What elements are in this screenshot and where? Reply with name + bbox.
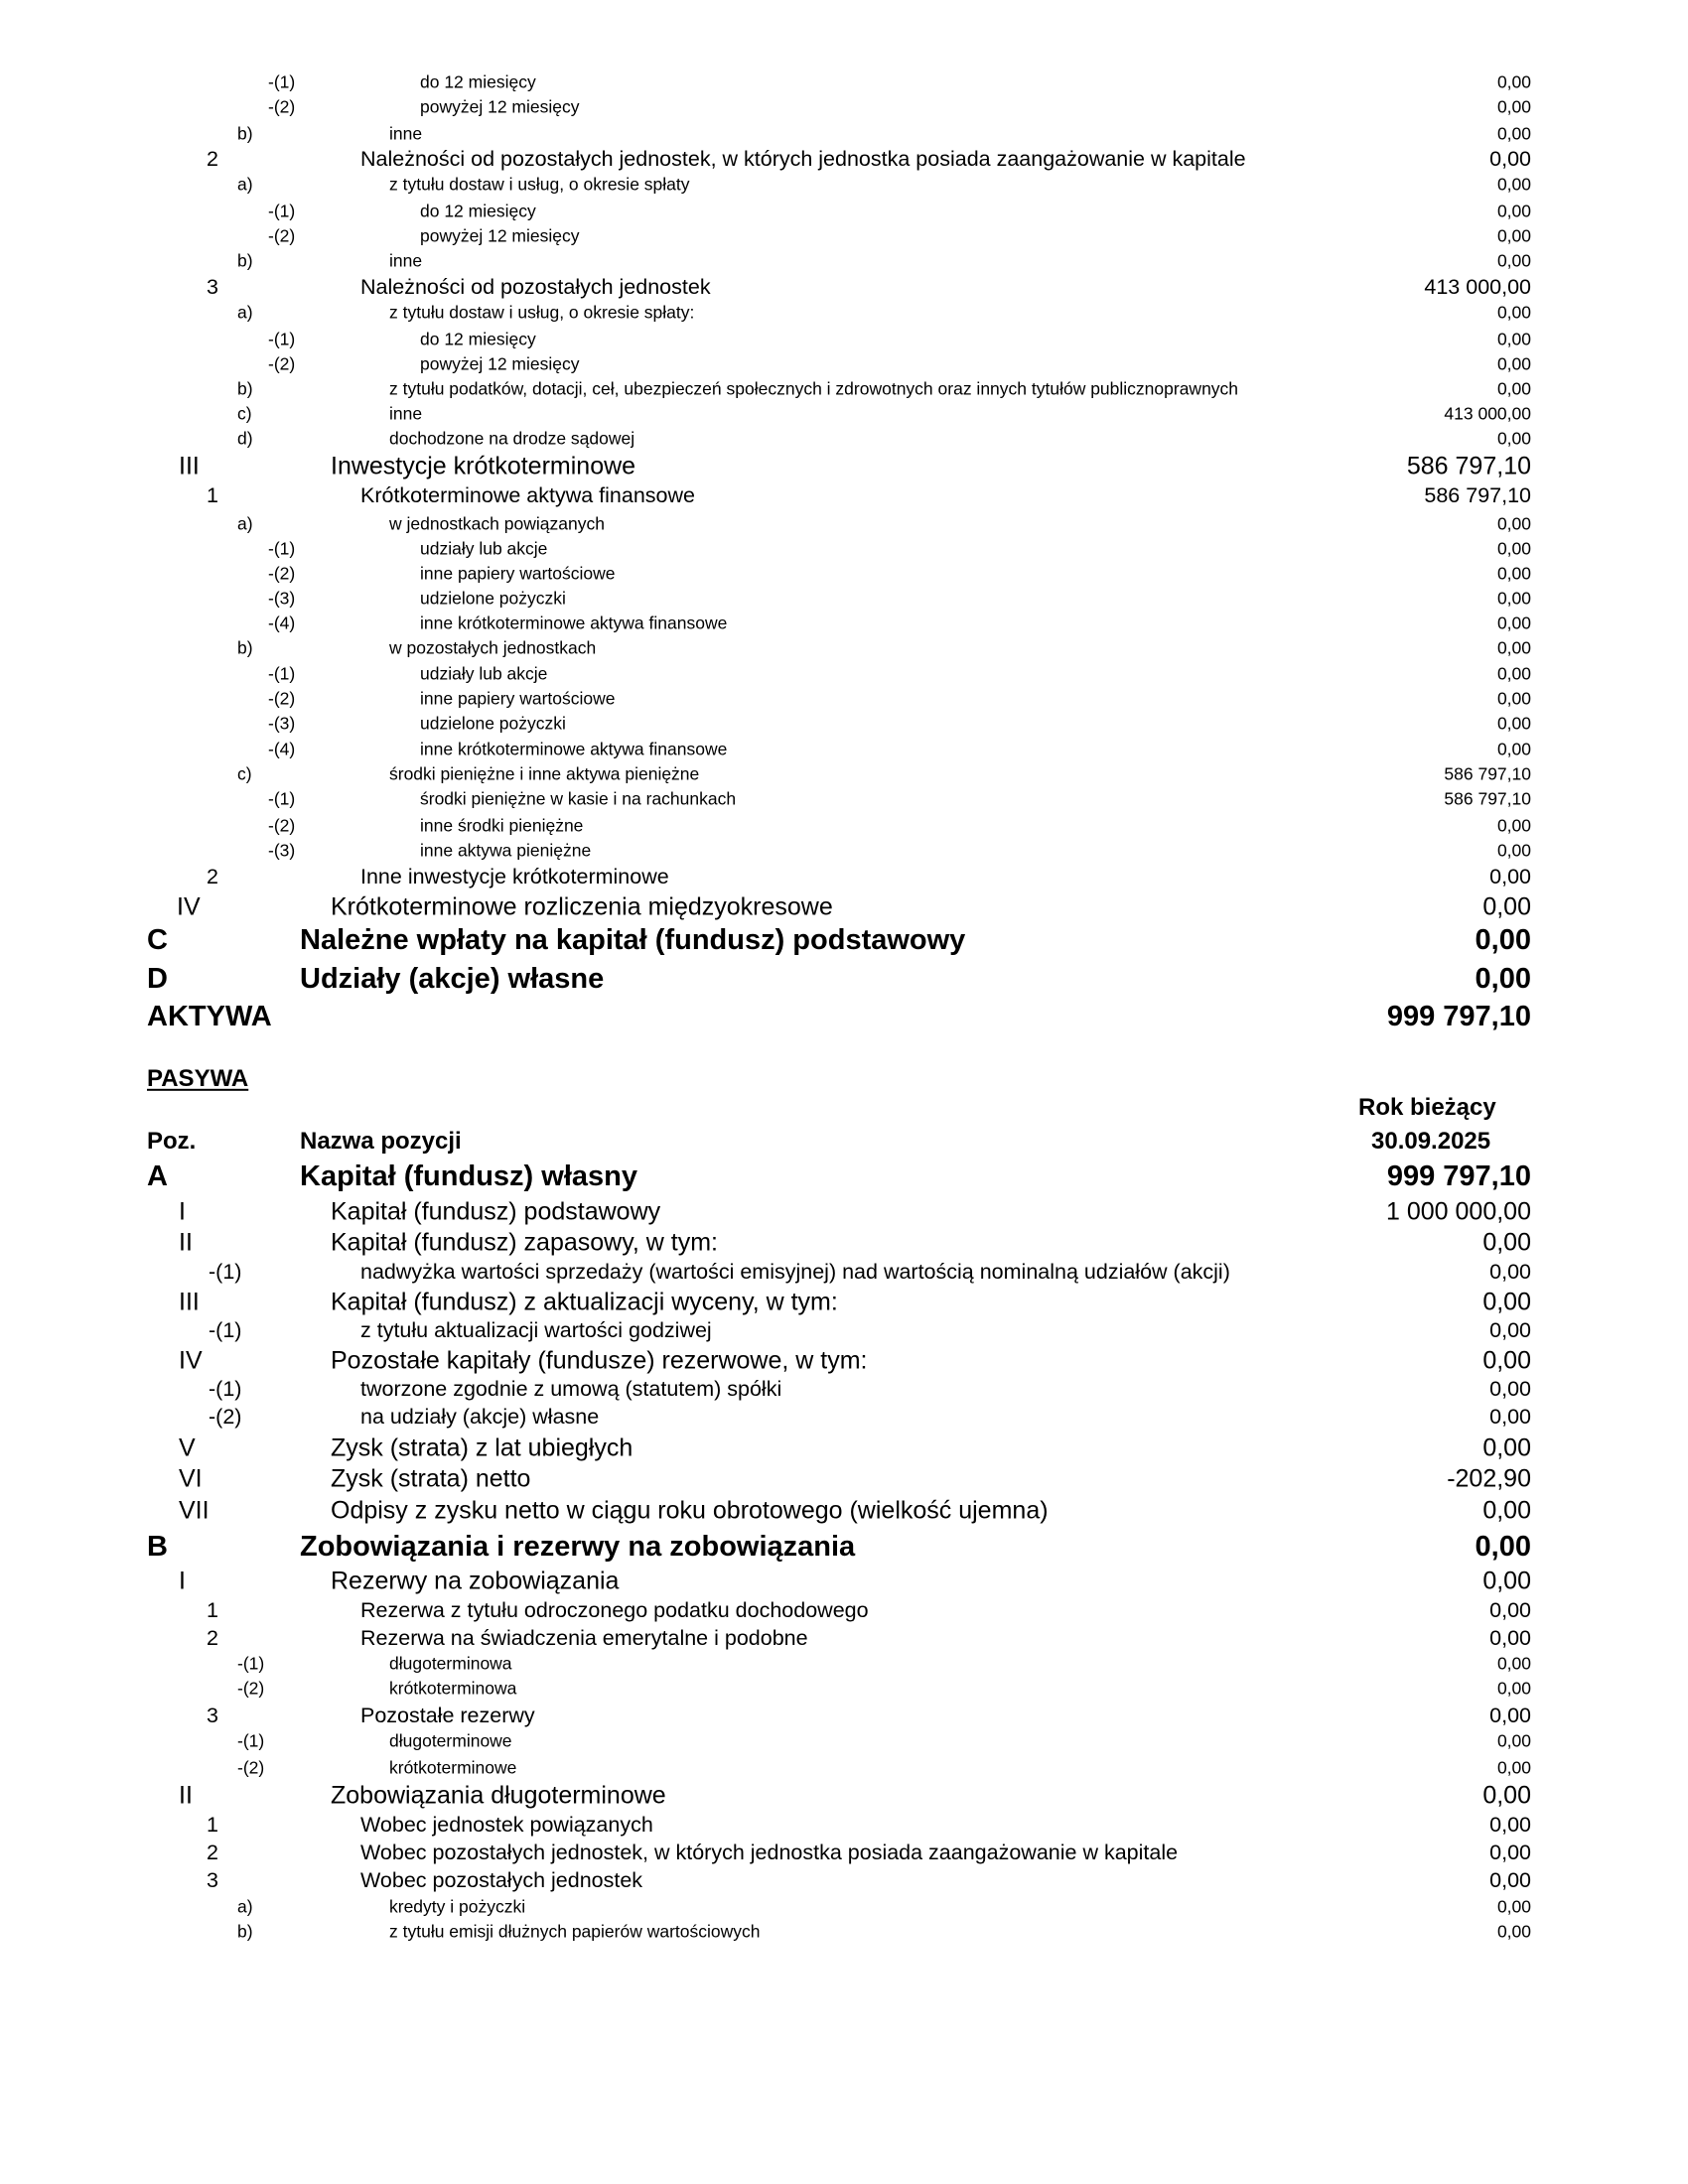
position-code: AKTYWA <box>147 1001 272 1033</box>
position-code: -(1) <box>268 538 296 559</box>
item-value: 0,00 <box>1496 378 1531 399</box>
position-code: c) <box>237 763 252 784</box>
item-value: 999 797,10 <box>1386 1160 1531 1193</box>
item-name: powyżej 12 miesięcy <box>420 225 580 246</box>
item-name: Kapitał (fundusz) zapasowy, w tym: <box>331 1228 718 1257</box>
item-value: 0,00 <box>1489 147 1531 172</box>
position-code: 2 <box>207 1841 218 1865</box>
position-code: B <box>147 1531 168 1564</box>
position-code: -(2) <box>209 1405 242 1430</box>
position-code: 2 <box>207 147 218 172</box>
item-name: Należności od pozostałych jednostek <box>360 275 711 300</box>
item-value: 0,00 <box>1496 174 1531 195</box>
position-code: -(1) <box>268 201 296 221</box>
position-code: -(1) <box>209 1318 242 1343</box>
position-code: -(1) <box>268 663 296 684</box>
position-code: VI <box>179 1464 203 1493</box>
item-name: inne krótkoterminowe aktywa finansowe <box>420 739 728 759</box>
position-code: -(2) <box>237 1678 265 1699</box>
position-code: V <box>179 1433 196 1462</box>
item-name: Wobec pozostałych jednostek, w których jednostka posiada zaangażowanie w kapitale <box>360 1841 1179 1865</box>
item-name: Inne inwestycje krótkoterminowe <box>360 865 669 889</box>
column-header-period-label: Rok bieżący <box>1358 1093 1496 1121</box>
position-code: a) <box>237 174 253 195</box>
position-code: -(1) <box>209 1260 242 1285</box>
item-value: 0,00 <box>1496 713 1531 734</box>
item-value: 0,00 <box>1482 1346 1531 1375</box>
item-name: Krótkoterminowe rozliczenia międzyokresowe <box>331 892 833 921</box>
item-value: 0,00 <box>1496 250 1531 271</box>
item-value: 0,00 <box>1489 1405 1531 1430</box>
item-name: inne aktywa pieniężne <box>420 840 592 861</box>
item-name: z tytułu emisji dłużnych papierów wartościowych <box>389 1921 761 1942</box>
item-value: 0,00 <box>1489 1598 1531 1623</box>
item-name: Krótkoterminowe aktywa finansowe <box>360 483 695 508</box>
item-name: środki pieniężne i inne aktywa pieniężne <box>389 763 700 784</box>
item-name: z tytułu dostaw i usług, o okresie spłaty <box>389 174 690 195</box>
position-code: -(1) <box>268 788 296 809</box>
item-value: 0,00 <box>1496 1896 1531 1917</box>
item-value: 0,00 <box>1496 637 1531 658</box>
pasywa-section-title: PASYWA <box>147 1064 249 1092</box>
item-name: Kapitał (fundusz) podstawowy <box>331 1197 661 1226</box>
item-value: 0,00 <box>1496 739 1531 759</box>
item-name: Inwestycje krótkoterminowe <box>331 452 636 480</box>
item-value: 0,00 <box>1496 1653 1531 1674</box>
item-name: krótkoterminowa <box>389 1678 517 1699</box>
item-value: 0,00 <box>1496 588 1531 609</box>
item-name: udziały lub akcje <box>420 663 548 684</box>
item-value: 0,00 <box>1496 613 1531 633</box>
position-code: -(2) <box>268 815 296 836</box>
item-name: do 12 miesięcy <box>420 71 536 92</box>
item-value: 0,00 <box>1482 1496 1531 1525</box>
position-code: b) <box>237 1921 253 1942</box>
item-name: kredyty i pożyczki <box>389 1896 526 1917</box>
item-value: 0,00 <box>1496 663 1531 684</box>
item-name: inne środki pieniężne <box>420 815 584 836</box>
item-value: 0,00 <box>1489 1318 1531 1343</box>
item-name: długoterminowe <box>389 1730 512 1751</box>
item-value: 0,00 <box>1475 1531 1531 1564</box>
position-code: -(1) <box>237 1730 265 1751</box>
item-name: udzielone pożyczki <box>420 588 566 609</box>
position-code: IV <box>177 892 201 921</box>
position-code: D <box>147 963 168 996</box>
item-value: 0,00 <box>1496 1730 1531 1751</box>
item-name: do 12 miesięcy <box>420 201 536 221</box>
item-name: powyżej 12 miesięcy <box>420 96 580 117</box>
item-value: 0,00 <box>1489 1626 1531 1651</box>
position-code: -(2) <box>268 225 296 246</box>
position-code: C <box>147 924 168 957</box>
position-code: I <box>179 1567 186 1595</box>
item-name: długoterminowa <box>389 1653 512 1674</box>
item-name: Kapitał (fundusz) własny <box>300 1160 637 1193</box>
position-code: -(3) <box>268 840 296 861</box>
item-name: środki pieniężne w kasie i na rachunkach <box>420 788 737 809</box>
item-value: 0,00 <box>1496 353 1531 374</box>
item-name: z tytułu aktualizacji wartości godziwej <box>360 1318 712 1343</box>
position-code: III <box>179 452 200 480</box>
item-value: 0,00 <box>1489 1377 1531 1402</box>
item-name: Wobec pozostałych jednostek <box>360 1868 643 1893</box>
position-code: -(1) <box>237 1653 265 1674</box>
item-name: krótkoterminowe <box>389 1757 517 1778</box>
item-name: do 12 miesięcy <box>420 329 536 349</box>
item-value: 0,00 <box>1482 1433 1531 1462</box>
item-value: 0,00 <box>1496 1921 1531 1942</box>
position-code: a) <box>237 513 253 534</box>
position-code: -(3) <box>268 588 296 609</box>
position-code: d) <box>237 428 253 449</box>
item-value: 586 797,10 <box>1424 483 1531 508</box>
item-value: 0,00 <box>1489 865 1531 889</box>
item-value: 0,00 <box>1496 1678 1531 1699</box>
item-value: -202,90 <box>1447 1464 1531 1493</box>
item-name: Zobowiązania długoterminowe <box>331 1781 666 1810</box>
item-name: nadwyżka wartości sprzedaży (wartości emisyjnej) nad wartością nominalną udziałów (akcji) <box>360 1260 1230 1285</box>
item-value: 0,00 <box>1496 96 1531 117</box>
position-code: -(4) <box>268 613 296 633</box>
column-header-position: Poz. <box>147 1127 197 1155</box>
item-value: 0,00 <box>1482 1228 1531 1257</box>
item-name: na udziały (akcje) własne <box>360 1405 600 1430</box>
position-code: II <box>179 1781 193 1810</box>
item-name: w jednostkach powiązanych <box>389 513 605 534</box>
item-name: Wobec jednostek powiązanych <box>360 1813 653 1838</box>
item-value: 0,00 <box>1496 538 1531 559</box>
item-name: Pozostałe kapitały (fundusze) rezerwowe, w tym: <box>331 1346 868 1375</box>
item-value: 0,00 <box>1496 513 1531 534</box>
item-value: 413 000,00 <box>1424 275 1531 300</box>
item-name: inne papiery wartościowe <box>420 688 616 709</box>
item-name: inne <box>389 250 423 271</box>
item-value: 0,00 <box>1496 563 1531 584</box>
item-value: 0,00 <box>1496 123 1531 144</box>
item-value: 0,00 <box>1496 201 1531 221</box>
item-value: 0,00 <box>1496 840 1531 861</box>
position-code: -(3) <box>268 713 296 734</box>
position-code: -(1) <box>268 329 296 349</box>
position-code: b) <box>237 123 253 144</box>
position-code: II <box>179 1228 193 1257</box>
item-name: inne papiery wartościowe <box>420 563 616 584</box>
position-code: -(1) <box>268 71 296 92</box>
position-code: -(2) <box>268 353 296 374</box>
item-value: 413 000,00 <box>1444 403 1531 424</box>
position-code: 1 <box>207 1813 218 1838</box>
item-value: 0,00 <box>1496 225 1531 246</box>
position-code: -(1) <box>209 1377 242 1402</box>
position-code: c) <box>237 403 252 424</box>
item-value: 0,00 <box>1496 688 1531 709</box>
item-value: 0,00 <box>1482 1781 1531 1810</box>
position-code: -(2) <box>237 1757 265 1778</box>
item-name: inne krótkoterminowe aktywa finansowe <box>420 613 728 633</box>
position-code: III <box>179 1288 200 1316</box>
item-name: inne <box>389 123 423 144</box>
item-name: z tytułu dostaw i usług, o okresie spłaty: <box>389 302 695 323</box>
item-name: Należne wpłaty na kapitał (fundusz) podstawowy <box>300 924 966 957</box>
item-value: 0,00 <box>1496 1757 1531 1778</box>
position-code: 1 <box>207 1598 218 1623</box>
item-name: w pozostałych jednostkach <box>389 637 597 658</box>
item-name: Kapitał (fundusz) z aktualizacji wyceny, w tym: <box>331 1288 838 1316</box>
item-value: 0,00 <box>1489 1704 1531 1728</box>
item-name: Zobowiązania i rezerwy na zobowiązania <box>300 1531 856 1564</box>
position-code: b) <box>237 378 253 399</box>
item-name: Pozostałe rezerwy <box>360 1704 535 1728</box>
item-name: Odpisy z zysku netto w ciągu roku obrotowego (wielkość ujemna) <box>331 1496 1049 1525</box>
item-name: udzielone pożyczki <box>420 713 566 734</box>
position-code: a) <box>237 302 253 323</box>
item-value: 999 797,10 <box>1386 1001 1531 1033</box>
item-value: 586 797,10 <box>1406 452 1531 480</box>
position-code: 3 <box>207 1704 218 1728</box>
item-name: udziały lub akcje <box>420 538 548 559</box>
position-code: -(2) <box>268 563 296 584</box>
item-name: Udziały (akcje) własne <box>300 963 605 996</box>
item-name: dochodzone na drodze sądowej <box>389 428 635 449</box>
item-name: powyżej 12 miesięcy <box>420 353 580 374</box>
position-code: 3 <box>207 1868 218 1893</box>
position-code: b) <box>237 637 253 658</box>
position-code: IV <box>179 1346 203 1375</box>
item-value: 0,00 <box>1489 1813 1531 1838</box>
position-code: -(2) <box>268 688 296 709</box>
item-name: Zysk (strata) netto <box>331 1464 531 1493</box>
item-name: Rezerwa na świadczenia emerytalne i podobne <box>360 1626 808 1651</box>
item-value: 0,00 <box>1475 924 1531 957</box>
item-value: 0,00 <box>1489 1841 1531 1865</box>
item-value: 0,00 <box>1475 963 1531 996</box>
item-name: Rezerwa z tytułu odroczonego podatku dochodowego <box>360 1598 869 1623</box>
item-value: 0,00 <box>1496 428 1531 449</box>
item-value: 586 797,10 <box>1444 788 1531 809</box>
position-code: 2 <box>207 1626 218 1651</box>
item-name: Należności od pozostałych jednostek, w których jednostka posiada zaangażowanie w kapitale <box>360 147 1246 172</box>
item-value: 0,00 <box>1482 1567 1531 1595</box>
position-code: -(4) <box>268 739 296 759</box>
position-code: 2 <box>207 865 218 889</box>
item-value: 586 797,10 <box>1444 763 1531 784</box>
position-code: I <box>179 1197 186 1226</box>
position-code: -(2) <box>268 96 296 117</box>
item-value: 0,00 <box>1482 892 1531 921</box>
position-code: 1 <box>207 483 218 508</box>
column-header-period-date: 30.09.2025 <box>1371 1127 1491 1155</box>
item-name: inne <box>389 403 423 424</box>
item-value: 0,00 <box>1489 1868 1531 1893</box>
position-code: A <box>147 1160 168 1193</box>
item-name: Rezerwy na zobowiązania <box>331 1567 620 1595</box>
item-value: 0,00 <box>1482 1288 1531 1316</box>
item-name: Zysk (strata) z lat ubiegłych <box>331 1433 633 1462</box>
item-name: tworzone zgodnie z umową (statutem) spółki <box>360 1377 782 1402</box>
position-code: b) <box>237 250 253 271</box>
item-name: z tytułu podatków, dotacji, ceł, ubezpieczeń społecznych i zdrowotnych oraz innych tytułów publicznoprawnych <box>389 378 1239 399</box>
position-code: VII <box>179 1496 210 1525</box>
column-header-item-name: Nazwa pozycji <box>300 1127 462 1155</box>
item-value: 0,00 <box>1496 71 1531 92</box>
item-value: 1 000 000,00 <box>1386 1197 1531 1226</box>
item-value: 0,00 <box>1496 329 1531 349</box>
position-code: 3 <box>207 275 218 300</box>
item-value: 0,00 <box>1496 815 1531 836</box>
item-value: 0,00 <box>1489 1260 1531 1285</box>
position-code: a) <box>237 1896 253 1917</box>
item-value: 0,00 <box>1496 302 1531 323</box>
